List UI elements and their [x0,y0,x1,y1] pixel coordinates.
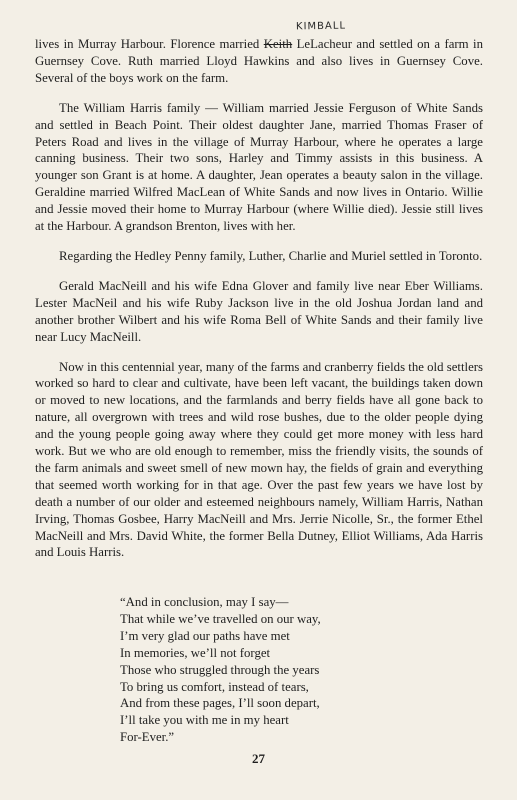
poem-line: That while we’ve travelled on our way, [120,611,321,626]
poem-line: “And in conclusion, may I say— [120,595,289,609]
struck-name: Keith [263,37,293,51]
poem-line: And from these pages, I’ll soon depart, [120,696,320,711]
paragraph-1 [35,36,483,87]
poem-line: Those who struggled through the years [120,662,320,677]
body-text [35,36,483,561]
paragraph-5: Now in this centennial year, many of the farms and cranberry fields the old settlers worked so hard to clear and cultivate, have been left vacant, the buildings taken down or moved to new locations, and the farmlands and berry fields have all gone back to nature, all overgrown with trees and wild rose bushes, due to the older people dying and the young people going away where they could get more money with less hard work. But we who are old enough to remember, miss the friendly visits, the sounds of the farm animals and sweet smell of new mown hay, the fields of grain and everything that seemed worth working for in that age. Over the past few years we have lost by death a number of our older and esteemed neighbours namely, William Harris, Nathan Irving, Thomas Gosbee, Harry MacNeill and Mrs. Jerrie Nicolle, Sr., the former Ethel MacNeill and Mrs. David White, the former Bella Dutney, Elliot Williams, Ada Harris and Louis Harris. [35,359,483,560]
paragraph-1-after: LeLacheur and settled on a farm in Guernsey Cove. Ruth married Lloyd Hawkins and also lives in Guernsey Cove. Several of the boys work on the farm. [35,37,484,85]
paragraph-2: The William Harris family — William married Jessie Ferguson of White Sands and settled in Beach Point. Their oldest daughter Jane, married Thomas Fraser of Peters Road and lives in the village of Murray Harbour, where he operates a large canning business. Their two sons, Harley and Timmy assists in this business. A younger son Grant is at home. A daughter, Jean operates a beauty salon in the village. Geraldine married Wilfred MacLean of White Sands and now lives in Ontario. Willie and Jessie moved their home to Murray Harbour (where Willie died). Jessie still lives at the Harbour. A grandson Brenton, lives with her. [35,100,483,234]
paragraph-4: Gerald MacNeill and his wife Edna Glover and family live near Eber Williams. Lester MacNeil and his wife Ruby Jackson live in the old Joshua Jordan land and another brother Wilbert and his wife Roma Bell of White Sands and their family live near Lucy MacNeill. [35,278,483,344]
poem [120,594,420,746]
handwritten-annotation: KIMBALL [295,20,347,33]
paragraph-3: Regarding the Hedley Penny family, Luther, Charlie and Muriel settled in Toronto. [59,248,483,263]
poem-line: To bring us comfort, instead of tears, [120,679,309,694]
poem-line: In memories, we’ll not forget [120,645,271,660]
poem-line: I’ll take you with me in my heart [120,713,289,728]
poem-line: I’m very glad our paths have met [120,628,290,643]
page-number: 27 [252,751,265,766]
poem-line: For-Ever.” [120,730,175,745]
paragraph-1-before: lives in Murray Harbour. Florence married [35,37,264,51]
